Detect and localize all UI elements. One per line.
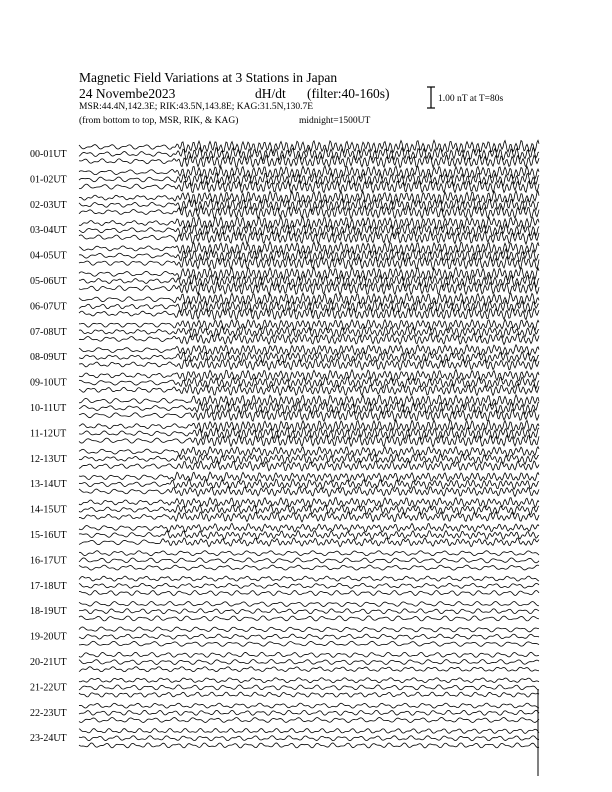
- station-trace: [79, 140, 539, 153]
- station-trace: [79, 641, 539, 646]
- station-trace: [79, 256, 539, 269]
- chart-date: 24 Novembe2023: [79, 86, 176, 101]
- hour-label: 20-21UT: [30, 657, 67, 668]
- traces: [79, 140, 539, 748]
- scale-bar: [427, 87, 435, 108]
- station-trace: [79, 634, 539, 639]
- station-trace: [79, 627, 539, 632]
- station-trace: [79, 565, 539, 570]
- station-trace: [79, 351, 539, 362]
- hour-label: 02-03UT: [30, 199, 67, 211]
- station-trace: [79, 703, 539, 708]
- hour-label: 09-10UT: [30, 377, 67, 389]
- hour-label: 05-06UT: [30, 276, 67, 287]
- hour-label: 23-24UT: [30, 733, 67, 745]
- station-trace: [79, 454, 539, 464]
- station-trace: [79, 320, 539, 331]
- station-trace: [79, 551, 539, 556]
- station-trace: [79, 148, 539, 161]
- station-trace: [79, 667, 539, 672]
- station-trace: [79, 505, 539, 515]
- station-trace: [79, 602, 539, 607]
- filter-label: (filter:40-160s): [307, 86, 390, 101]
- station-trace: [79, 710, 539, 715]
- station-trace: [79, 729, 539, 734]
- station-trace: [79, 692, 539, 697]
- hour-label: 03-04UT: [30, 225, 67, 237]
- station-trace: [79, 377, 539, 388]
- station-trace: [79, 718, 539, 723]
- hour-label: 07-08UT: [30, 326, 67, 338]
- station-trace: [79, 685, 539, 690]
- hour-label: 14-15UT: [30, 504, 67, 516]
- midnight-note: midnight=1500UT: [299, 116, 371, 126]
- station-trace: [79, 652, 539, 657]
- station-trace: [79, 402, 539, 414]
- station-trace: [79, 583, 539, 588]
- hour-label: 04-05UT: [30, 250, 67, 262]
- scale-bar-label: 1.00 nT at T=80s: [438, 94, 504, 104]
- station-trace: [79, 435, 539, 447]
- station-trace: [79, 616, 539, 621]
- hour-labels: [30, 149, 67, 744]
- station-trace: [79, 576, 539, 581]
- hour-label: 11-12UT: [30, 428, 67, 440]
- hour-label: 00-01UT: [30, 149, 67, 160]
- station-trace: [79, 274, 539, 287]
- station-trace: [79, 736, 539, 741]
- station-order-note: (from bottom to top, MSR, RIK, & KAG): [79, 116, 239, 126]
- hour-label: 19-20UT: [30, 631, 67, 643]
- hour-label: 01-02UT: [30, 174, 67, 186]
- station-coordinates: MSR:44.4N,142.3E; RIK:43.5N,143.8E; KAG:31.5N,130.7E: [79, 102, 314, 112]
- station-trace: [79, 678, 539, 683]
- station-trace: [79, 326, 539, 337]
- station-trace: [79, 217, 539, 230]
- hour-label: 13-14UT: [30, 479, 67, 491]
- station-trace: [79, 180, 539, 193]
- station-trace: [79, 155, 539, 168]
- hour-label: 08-09UT: [30, 352, 67, 364]
- station-trace: [79, 591, 539, 596]
- hour-label: 16-17UT: [30, 555, 67, 567]
- station-trace: [79, 558, 539, 563]
- station-trace: [79, 461, 539, 471]
- station-trace: [79, 512, 539, 522]
- station-trace: [79, 609, 539, 614]
- hour-label: 10-11UT: [30, 403, 67, 414]
- station-trace: [79, 191, 539, 204]
- station-trace: [79, 479, 539, 489]
- hour-label: 06-07UT: [30, 301, 67, 313]
- station-trace: [79, 531, 539, 540]
- hour-label: 12-13UT: [30, 453, 67, 465]
- station-trace: [79, 307, 539, 319]
- hour-label: 21-22UT: [30, 682, 67, 694]
- quantity-label: dH/dt: [255, 86, 286, 101]
- station-trace: [79, 242, 539, 255]
- station-trace: [79, 486, 539, 496]
- station-trace: [79, 660, 539, 665]
- station-trace: [79, 523, 539, 532]
- hour-label: 17-18UT: [30, 580, 67, 592]
- chart-title: Magnetic Field Variations at 3 Stations in Japan: [79, 70, 338, 85]
- hour-label: 22-23UT: [30, 707, 67, 719]
- hour-label: 18-19UT: [30, 606, 67, 618]
- station-trace: [79, 173, 539, 186]
- station-trace: [79, 743, 539, 748]
- station-trace: [79, 345, 539, 356]
- station-trace: [79, 447, 539, 457]
- station-trace: [79, 333, 539, 344]
- hour-label: 15-16UT: [30, 530, 67, 541]
